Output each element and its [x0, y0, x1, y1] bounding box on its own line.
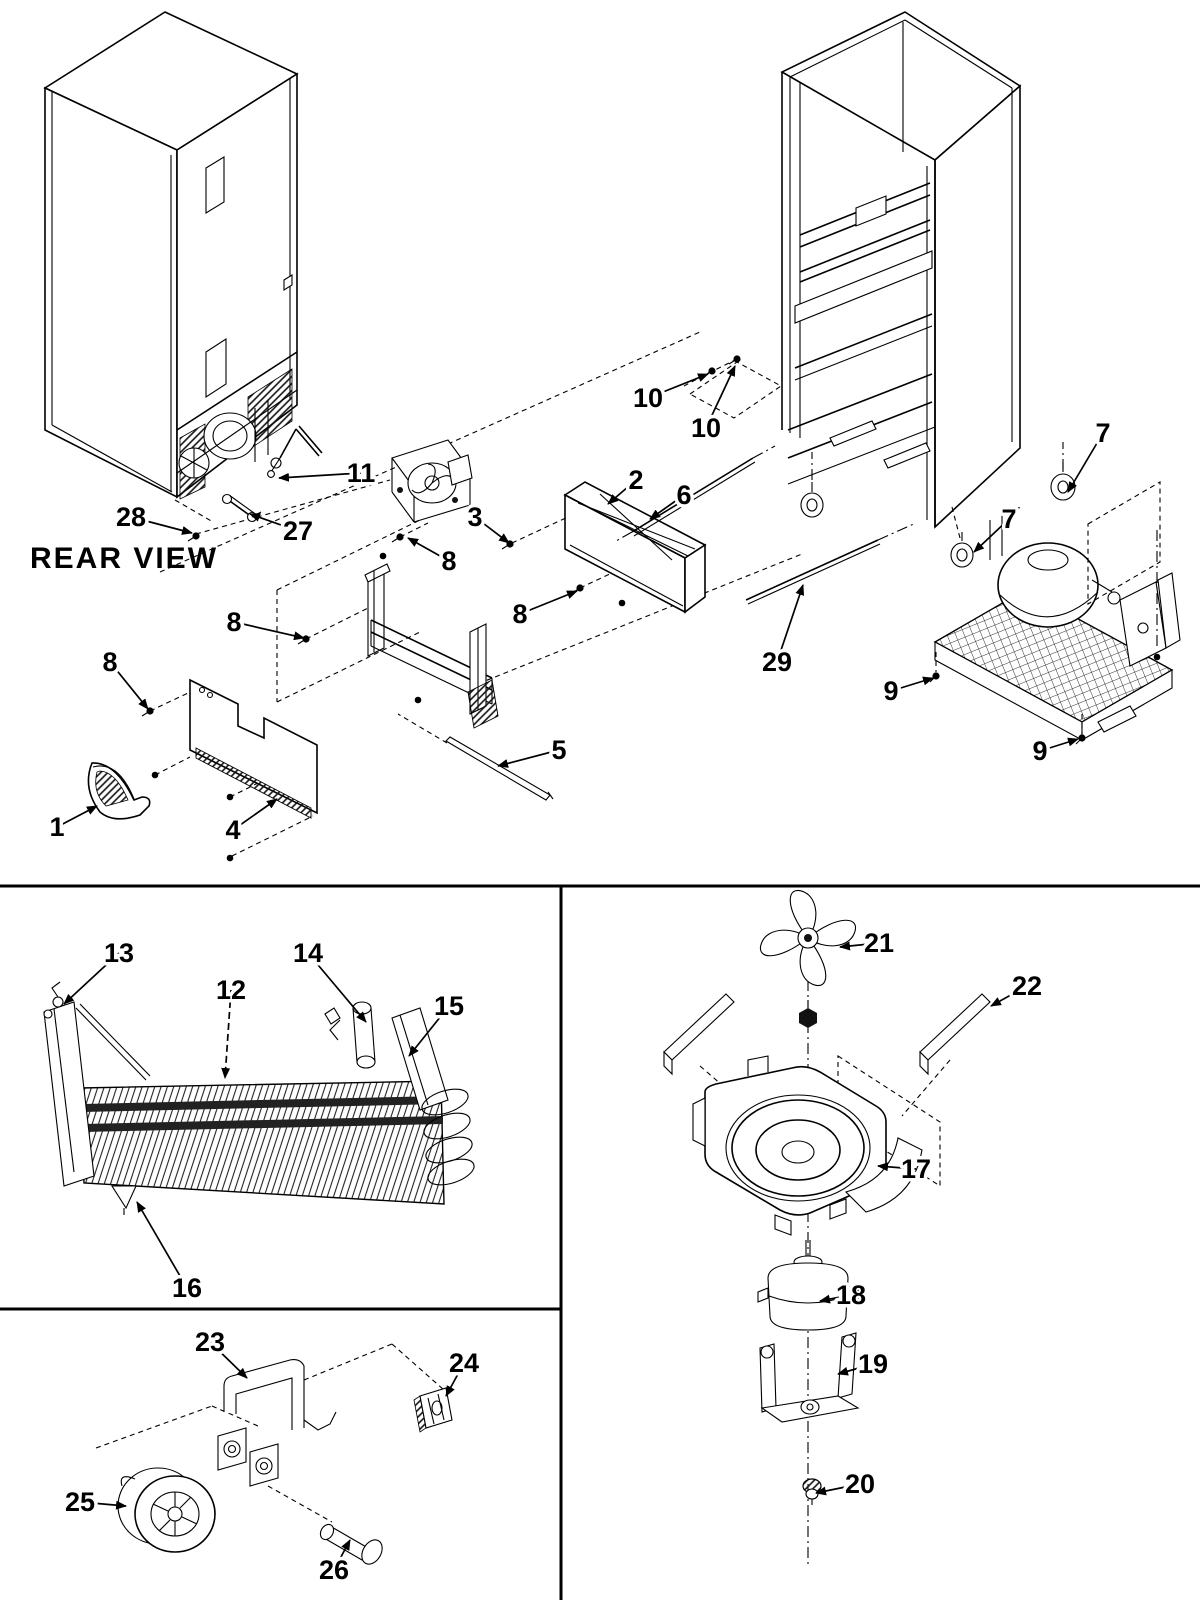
- callout-label-26: 26: [318, 1555, 350, 1585]
- callout-label-21: 21: [863, 928, 895, 958]
- callout-label-13: 13: [103, 938, 135, 968]
- callout-label-5: 5: [551, 735, 567, 765]
- callout-label-7a: 7: [1095, 418, 1111, 448]
- part-14-accumulator: [325, 1002, 375, 1068]
- callout-label-6: 6: [676, 480, 692, 510]
- callout-label-8c: 8: [226, 607, 242, 637]
- callout-label-8b: 8: [512, 599, 528, 629]
- callout-label-3: 3: [467, 502, 483, 532]
- part-21-fan-blade: [760, 890, 855, 985]
- fan-mounting-nut: [799, 1000, 817, 1028]
- callout-label-20: 20: [844, 1469, 876, 1499]
- callout-label-27: 27: [282, 516, 314, 546]
- callout-label-7b: 7: [1001, 504, 1017, 534]
- part-28-screw-glyph: [188, 532, 200, 541]
- part-11-tube: [268, 426, 322, 477]
- part-4-panel: [190, 680, 317, 818]
- callout-label-2: 2: [628, 465, 644, 495]
- part-5-strip: [446, 737, 553, 800]
- callout-label-14: 14: [292, 938, 324, 968]
- part-25-roller-wheel: [118, 1468, 215, 1552]
- compressor-assembly: [935, 482, 1180, 740]
- callout-label-15: 15: [433, 991, 465, 1021]
- callout-label-22: 22: [1011, 971, 1043, 1001]
- callout-label-10b: 10: [690, 413, 722, 443]
- part-9-screw-glyph-a: [930, 672, 940, 682]
- part-29-rod: [746, 523, 916, 604]
- callout-label-8d: 8: [102, 647, 118, 677]
- callout-label-9a: 9: [883, 676, 899, 706]
- callout-label-28: 28: [115, 502, 147, 532]
- mounting-bracket-assembly: [365, 564, 498, 728]
- part-27-link: [223, 495, 262, 522]
- callout-label-8a: 8: [441, 546, 457, 576]
- part-22-foam-strip-right: [920, 994, 990, 1074]
- callout-label-23: 23: [194, 1327, 226, 1357]
- part-17-fan-shroud: [693, 1056, 922, 1235]
- callout-label-25: 25: [64, 1487, 96, 1517]
- cabinet-left: [45, 12, 297, 522]
- callout-label-16: 16: [171, 1273, 203, 1303]
- part-7-caster-b: [951, 532, 973, 567]
- part-22-foam-strip-left: [664, 994, 734, 1074]
- callout-label-19: 19: [857, 1349, 889, 1379]
- callout-label-12: 12: [215, 975, 247, 1005]
- callout-label-24: 24: [448, 1348, 480, 1378]
- callout-label-10a: 10: [632, 383, 664, 413]
- part-8-screw-glyph-a: [392, 533, 404, 542]
- callout-label-18: 18: [835, 1280, 867, 1310]
- cabinet-right: [782, 12, 1075, 527]
- evaporator-fan-assembly: [392, 440, 472, 522]
- part-23-roller-bracket: [218, 1360, 336, 1486]
- part-16-drain-spout: [112, 1186, 136, 1215]
- part-1-grille: [88, 763, 149, 819]
- callout-label-17: 17: [900, 1154, 932, 1184]
- caster-rear-left: [801, 452, 823, 517]
- callout-label-29: 29: [761, 647, 793, 677]
- callout-label-4: 4: [225, 815, 241, 845]
- view-label: REAR VIEW: [30, 542, 219, 575]
- callout-label-9b: 9: [1032, 736, 1048, 766]
- callout-label-1: 1: [49, 812, 65, 842]
- part-19-motor-bracket: [760, 1333, 858, 1422]
- part-7-caster-a: [1051, 442, 1075, 500]
- callout-label-11: 11: [346, 458, 376, 488]
